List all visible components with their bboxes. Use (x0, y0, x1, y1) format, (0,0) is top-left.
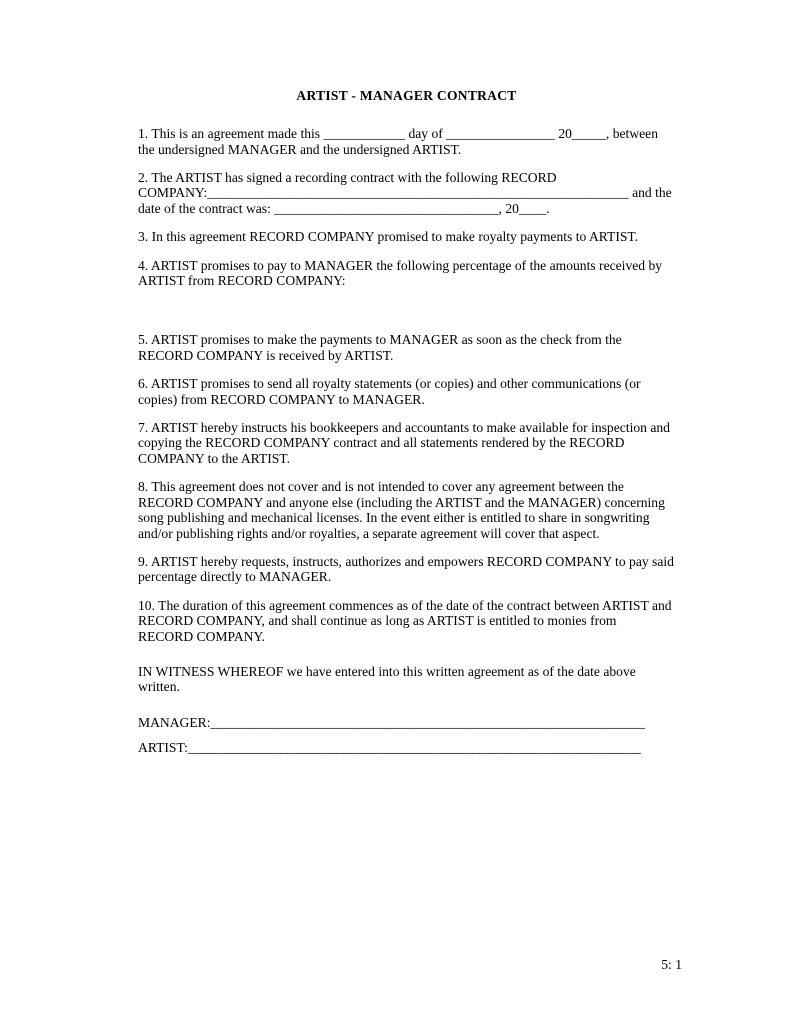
manager-signature-label: MANAGER: (138, 714, 211, 730)
page-title: ARTIST - MANAGER CONTRACT (296, 88, 517, 103)
witness-clause: IN WITNESS WHEREOF we have entered into this written agreement as of the date above written. (138, 663, 636, 695)
manager-signature-rule[interactable]: ______________________________________________________________________ (210, 714, 645, 730)
clause-paragraph-2: 2. The ARTIST has signed a recording contract with the following RECORD COMPANY:______________________________________________________________ and the date of the contract was: _________________________________, 20____. (138, 170, 672, 216)
page-number: 5: 1 (661, 956, 682, 972)
manager-signature-line (138, 715, 675, 730)
clause-paragraph-7: 7. ARTIST hereby instructs his bookkeepers and accountants to make available for inspection and copying the RECORD COMPANY contract and all statements rendered by the RECORD COMPANY to the ARTIST. (138, 420, 670, 466)
clause-paragraph-10: 10. The duration of this agreement commences as of the date of the contract between ARTIST and RECORD COMPANY, and shall continue as long as ARTIST is entitled to monies from RECORD COMPANY. (138, 597, 672, 644)
clause-paragraph-1: 1. This is an agreement made this ____________ day of ________________ 20_____, between the undersigned MANAGER and the undersigned ARTIST. (138, 126, 659, 157)
signature-block (138, 715, 675, 756)
clause-paragraph-6: 6. ARTIST promises to send all royalty statements (or copies) and other communications (or copies) from RECORD COMPANY to MANAGER. (138, 376, 641, 407)
artist-signature-rule[interactable]: _________________________________________________________________________ (187, 740, 641, 756)
clause-paragraph-8: 8. This agreement does not cover and is not intended to cover any agreement between the RECORD COMPANY and anyone else (including the ARTIST and the MANAGER) concerning song publishing and mechanical licenses. In the event either is entitled to share in songwriting and/or publishing rights and/or royalties, a separate agreement will cover that aspect. (138, 479, 665, 541)
document-body (138, 88, 675, 766)
clause-paragraph-9: 9. ARTIST hereby requests, instructs, authorizes and empowers RECORD COMPANY to pay said percentage directly to MANAGER. (138, 553, 674, 585)
artist-signature-line (138, 740, 675, 755)
artist-signature-label: ARTIST: (138, 740, 188, 756)
clause-paragraph-4: 4. ARTIST promises to pay to MANAGER the following percentage of the amounts received by ARTIST from RECORD COMPANY: (138, 257, 663, 289)
clause-paragraph-3: 3. In this agreement RECORD COMPANY promised to make royalty payments to ARTIST. (138, 229, 639, 245)
clause-paragraph-5: 5. ARTIST promises to make the payments to MANAGER as soon as the check from the RECORD COMPANY is received by ARTIST. (138, 332, 622, 363)
